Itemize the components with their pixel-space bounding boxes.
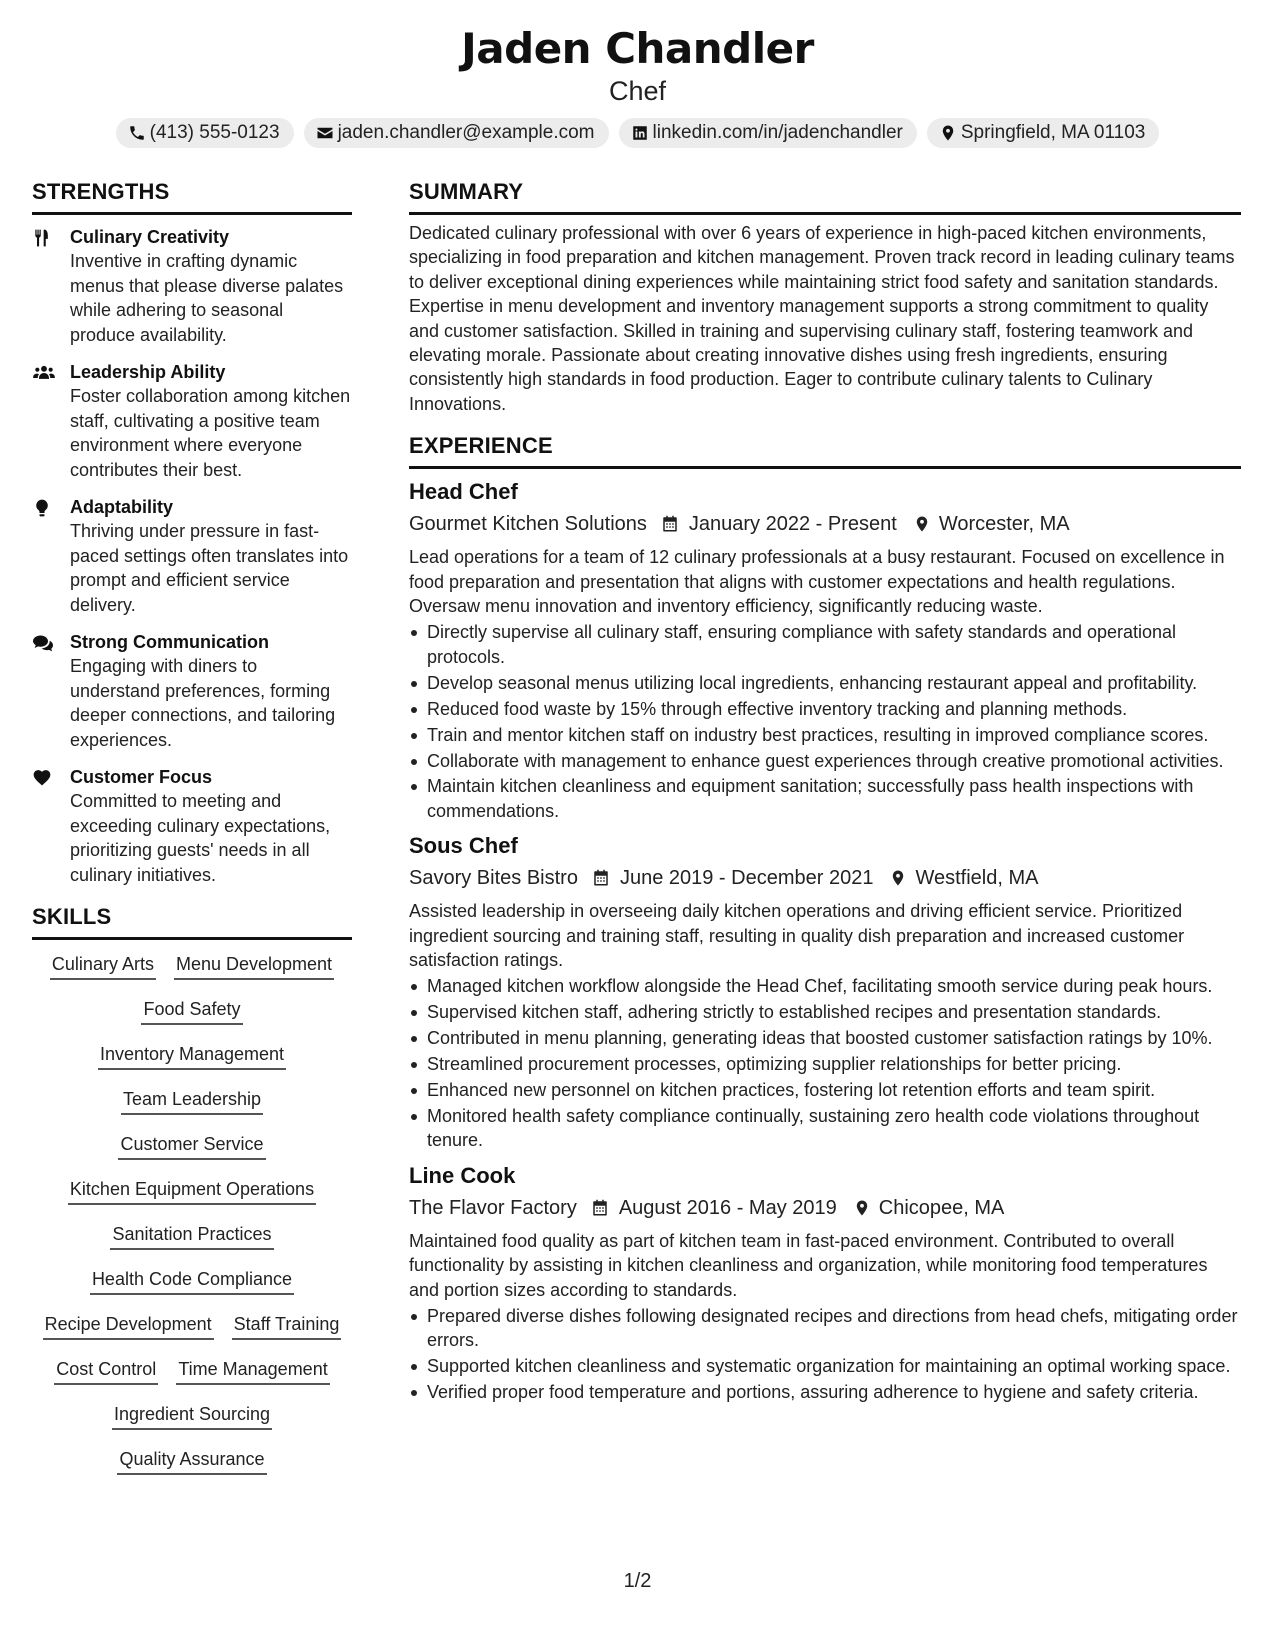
job-meta [409,1193,1241,1223]
right-column [409,178,1241,1406]
map-pin-icon [853,1199,871,1217]
email-text: jaden.chandler@example.com [337,122,595,143]
location-chip [927,118,1160,148]
bullet-item: Contributed in menu planning, generating ideas that boosted customer satisfaction ratings by 10%. [427,1026,1241,1050]
skill-row [117,1447,266,1475]
strength-title: Strong Communication [70,632,269,652]
comments-icon [32,633,54,653]
skills-heading: SKILLS [32,903,352,940]
skill-row [121,1087,263,1115]
heart-icon [32,768,52,788]
job-title: Line Cook [409,1162,516,1188]
skill-tag: Customer Service [118,1132,265,1160]
job-company: Gourmet Kitchen Solutions [409,513,647,536]
job-title: Head Chef [409,479,518,505]
skill-tag: Quality Assurance [117,1447,266,1475]
skill-row [98,1042,286,1070]
contact-bar [0,118,1275,148]
bullet-item: Train and mentor kitchen staff on industry best practices, resulting in improved compliance scores. [427,723,1241,747]
skill-tag: Time Management [176,1357,329,1385]
strength-desc: Engaging with diners to understand preferences, forming deeper connections, and tailoring experiences. [70,656,336,750]
job-company: Savory Bites Bistro [409,867,578,890]
job-bullets [409,974,1241,1152]
job-meta [409,509,1241,539]
strengths-list [32,225,352,887]
job-description: Lead operations for a team of 12 culinary professionals at a busy restaurant. Focused on excellence in food preparation and presentation that aligns with customer expectations and health regulations. Oversaw menu innovation and inventory efficiency, significantly reducing waste. [409,547,1225,617]
strength-item [32,765,352,887]
skill-tag: Inventory Management [98,1042,286,1070]
bullet-item: Supervised kitchen staff, adhering strictly to established recipes and presentation standards. [427,1000,1241,1024]
summary-heading: SUMMARY [409,178,1241,215]
skill-tag: Recipe Development [43,1312,214,1340]
job-dates: June 2019 - December 2021 [619,867,874,890]
resume-header [0,22,1275,148]
phone-chip[interactable] [116,118,294,148]
job-entry [409,1161,1241,1405]
job-description: Maintained food quality as part of kitchen team in fast-paced environment. Contributed to overall functionality by assisting in kitchen cleanliness and organization, while monitoring food temperatures and portion sizes according to standards. [409,1230,1208,1300]
strength-item [32,630,352,752]
skill-row [118,1132,265,1160]
job-title: Sous Chef [409,833,518,859]
experience-heading: EXPERIENCE [409,432,1241,469]
calendar-icon [591,1199,609,1217]
map-pin-icon [939,124,957,142]
skill-tag: Health Code Compliance [90,1267,294,1295]
lightbulb-icon [32,498,52,518]
skill-tag: Cost Control [54,1357,158,1385]
bullet-item: Prepared diverse dishes following designated recipes and directions from head chefs, mitigating order errors. [427,1304,1241,1353]
strength-desc: Committed to meeting and exceeding culinary expectations, prioritizing guests' needs in all culinary initiatives. [70,791,331,885]
skill-row [68,1177,316,1205]
users-icon [32,363,56,383]
skill-row [112,1402,272,1430]
bullet-item: Directly supervise all culinary staff, ensuring compliance with safety standards and operational protocols. [427,620,1241,669]
envelope-icon [316,124,334,142]
skill-row [50,952,334,980]
skill-row [90,1267,294,1295]
job-bullets [409,1304,1241,1405]
job-meta [409,863,1241,893]
calendar-icon [661,515,679,533]
calendar-icon [592,869,610,887]
strength-title: Culinary Creativity [70,227,230,247]
skill-tag: Menu Development [174,952,334,980]
strength-item [32,495,352,617]
bullet-item: Managed kitchen workflow alongside the Head Chef, facilitating smooth service during peak hours. [427,974,1241,998]
job-entry [409,477,1241,823]
strength-title: Leadership Ability [70,362,226,382]
job-location: Worcester, MA [938,513,1070,536]
bullet-item: Develop seasonal menus utilizing local ingredients, enhancing restaurant appeal and profitability. [427,671,1241,695]
candidate-name: Jaden Chandler [461,24,814,73]
bullet-item: Streamlined procurement processes, optimizing supplier relationships for better pricing. [427,1052,1241,1076]
utensils-icon [32,228,52,248]
job-entry [409,831,1241,1153]
bullet-item: Monitored health safety compliance continually, sustaining zero health code violations throughout tenure. [427,1104,1241,1153]
job-bullets [409,620,1241,823]
bullet-item: Reduced food waste by 15% through effective inventory tracking and planning methods. [427,697,1241,721]
skill-row [110,1222,273,1250]
linkedin-text: linkedin.com/in/jadenchandler [652,122,903,143]
bullet-item: Maintain kitchen cleanliness and equipment sanitation; successfully pass health inspections with commendations. [427,774,1241,823]
map-pin-icon [913,515,931,533]
skill-row [43,1312,342,1340]
skill-tag: Culinary Arts [50,952,156,980]
candidate-title: Chef [608,76,667,106]
linkedin-icon [631,124,649,142]
map-pin-icon [889,869,907,887]
strength-title: Adaptability [70,497,174,517]
job-location: Chicopee, MA [878,1196,1005,1219]
strength-desc: Thriving under pressure in fast-paced settings often translates into prompt and efficient service delivery. [70,521,349,615]
left-column [32,178,352,1492]
location-text: Springfield, MA 01103 [960,122,1146,143]
page-number: 1/2 [623,1570,652,1592]
skill-tag: Staff Training [232,1312,342,1340]
bullet-item: Enhanced new personnel on kitchen practices, fostering lot retention efforts and team spirit. [427,1078,1241,1102]
phone-icon [128,124,146,142]
email-chip[interactable] [304,118,609,148]
skill-tag: Team Leadership [121,1087,263,1115]
strength-title: Customer Focus [70,767,213,787]
job-dates: January 2022 - Present [688,513,897,536]
phone-text: (413) 555-0123 [149,122,280,143]
skill-tag: Ingredient Sourcing [112,1402,272,1430]
strength-item [32,360,352,482]
linkedin-chip[interactable] [619,118,917,148]
job-company: The Flavor Factory [409,1196,577,1219]
bullet-item: Supported kitchen cleanliness and systematic organization for maintaining an optimal working space. [427,1354,1241,1378]
skill-row [141,997,242,1025]
skill-tag: Food Safety [141,997,242,1025]
job-dates: August 2016 - May 2019 [618,1196,837,1219]
job-location: Westfield, MA [915,867,1039,890]
skill-row [54,1357,329,1385]
skill-tag: Sanitation Practices [110,1222,273,1250]
job-description: Assisted leadership in overseeing daily kitchen operations and driving efficient service. Prioritized ingredient sourcing and training staff, resulting in quality dish preparation and increased customer satisfaction ratings. [409,901,1185,971]
summary-text: Dedicated culinary professional with over 6 years of experience in high-paced kitchen environments, specializing in food preparation and kitchen management. Proven track record in leading culinary teams to deliver exceptional dining experiences while maintaining strict food safety and sanitation standards. Expertise in menu development and inventory management supports a strong commitment to quality and customer satisfaction. Skilled in training and supervising culinary staff, fostering teamwork and elevating morale. Passionate about creating innovative dishes using fresh ingredients, ensuring consistently high standards in food production. Eager to contribute culinary talents to Culinary Innovations. [409,223,1235,414]
strengths-heading: STRENGTHS [32,178,352,215]
bullet-item: Collaborate with management to enhance guest experiences through creative promotional activities. [427,749,1241,773]
strength-desc: Foster collaboration among kitchen staff, cultivating a positive team environment where everyone contributes their best. [70,386,351,480]
bullet-item: Verified proper food temperature and portions, assuring adherence to hygiene and safety criteria. [427,1380,1241,1404]
skills-list [32,952,352,1492]
strength-desc: Inventive in crafting dynamic menus that please diverse palates while adhering to seasonal produce availability. [70,251,344,345]
strength-item [32,225,352,347]
skill-tag: Kitchen Equipment Operations [68,1177,316,1205]
